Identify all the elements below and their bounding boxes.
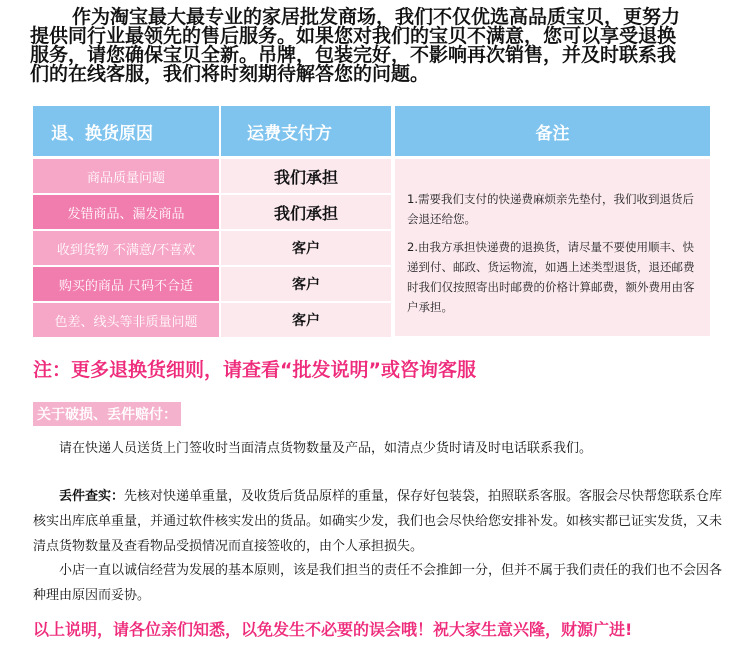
header-return-reason: 退、换货原因	[33, 106, 219, 156]
paragraph-integrity: 小店一直以诚信经营为发展的基本原则，该是我们担当的责任不会推卸一分，但并不属于我们责任的我们也不会因各种理由原因而妥协。	[33, 563, 723, 603]
remark-note: 1.需要我们支付的快递费麻烦亲先垫付，我们收到退货后会退还给您。	[407, 192, 694, 226]
payer-cell: 客户	[221, 231, 391, 265]
more-rules-notice: 注：更多退换货细则，请查看“批发说明”或咨询客服	[33, 359, 476, 381]
reason-cell: 色差、线头等非质量问题	[33, 303, 219, 337]
payer-cell: 我们承担	[221, 159, 391, 193]
reason-cell: 购买的商品 尺码不合适	[33, 267, 219, 301]
return-policy-table	[33, 106, 710, 336]
reason-cell: 收到货物 不满意/不喜欢	[33, 231, 219, 265]
reason-cell: 发错商品、漏发商品	[33, 195, 219, 229]
closing-notice: 以上说明，请各位亲们知悉，以免发生不必要的误会哦！祝大家生意兴隆，财源广进!	[33, 620, 633, 639]
lost-item-text: 先核对快递单重量，及收货后货品原样的重量，保存好包装袋，拍照联系客服。客服会尽快帮您联系仓库核实出库底单重量，并通过软件核实发出的货品。如确实少发，我们也会尽快给您安排补发。如核实都已证实发货，又未清点货物数量及查看物品受损情况而直接签收的，由个人承担损失。	[33, 489, 723, 554]
remark-note: 2.由我方承担快递费的退换货，请尽量不要使用顺丰、快递到付、邮政、货运物流，如遇上述类型退货，退还邮费时我们仅按照寄出时邮费的价格计算邮费，额外费用由客户承担。	[407, 240, 695, 314]
intro-paragraph	[30, 8, 722, 84]
reason-cell: 商品质量问题	[33, 159, 219, 193]
paragraph-inspect-on-delivery: 请在快递人员送货上门签收时当面清点货物数量及产品，如清点少货时请及时电话联系我们。	[59, 441, 593, 456]
section-title-damage-loss: 关于破损、丢件赔付：	[33, 402, 181, 426]
intro-line: 作为淘宝最大最专业的家居批发商场，我们不仅优选高品质宝贝，更努力	[72, 6, 681, 28]
remarks-cell	[395, 159, 710, 336]
lost-item-label: 丢件查实：	[59, 489, 125, 504]
header-fee-payer: 运费支付方	[221, 106, 391, 156]
paragraph-lost-item-verification	[33, 484, 723, 559]
payer-cell: 我们承担	[221, 195, 391, 229]
header-remarks: 备注	[395, 106, 710, 156]
intro-line: 们的在线客服，我们将时刻期待解答您的问题。	[30, 63, 430, 85]
payer-cell: 客户	[221, 303, 391, 337]
payer-cell: 客户	[221, 267, 391, 301]
intro-line: 提供同行业最领先的售后服务。如果您对我们的宝贝不满意，您可以享受退换	[30, 25, 677, 47]
intro-line: 服务，请您确保宝贝全新。吊牌，包装完好，不影响再次销售，并及时联系我	[30, 44, 677, 66]
